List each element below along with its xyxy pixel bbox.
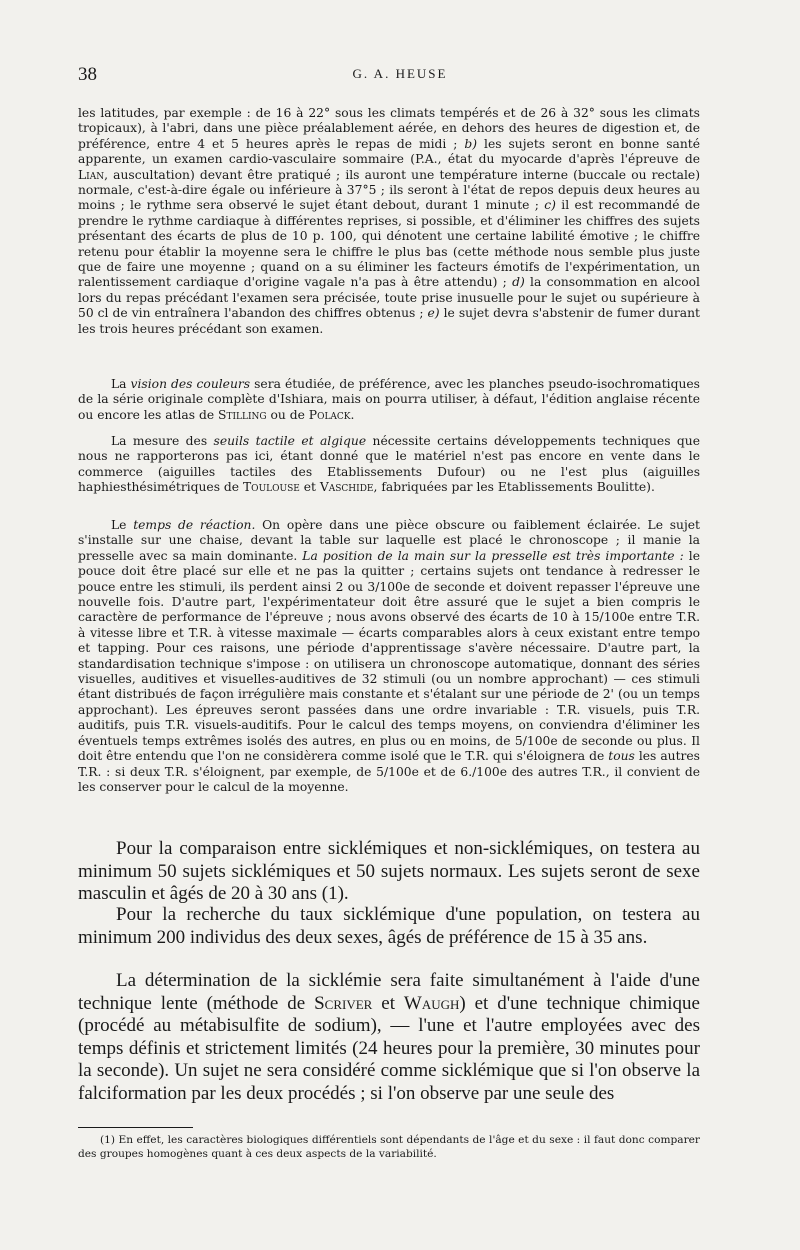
author-waugh: Waugh: [403, 992, 460, 1014]
author-scriver: Scriver: [314, 992, 373, 1014]
author-polack: Polack: [308, 407, 351, 422]
paragraph-conditions: [78, 106, 700, 337]
paragraph-thresholds: La mesure des seuils tactile et algique nécessite certains développements techniques que nous ne rapporterons pas ici, étant donné que le matériel n'est pas encore en vente dans le commerce (aiguilles tactiles des Etablissements Dufour) ou ne l'est plus (aiguilles haphiesthésimétriques de Toulouse et Vaschide, fabriquées par les Etablissements Boulitte).: [78, 434, 700, 495]
author-toulouse: Toulouse: [242, 480, 300, 495]
paragraph-population-rate: Pour la recherche du taux sicklémique d'une population, on testera au minimum 200 individus des deux sexes, âgés de préférence de 15 à 35 ans.: [78, 904, 700, 948]
footnote-rule: [78, 1127, 193, 1128]
page-number: 38: [78, 64, 97, 85]
author-lian: Lian: [78, 167, 105, 182]
paragraph-color-vision: La vision des couleurs sera étudiée, de préférence, avec les planches pseudo-isochromatiques de la série originale complète d'Ishiara, mais on pourra utiliser, à défaut, l'édition anglaise récente ou encore les atlas de Stilling ou de Polack.: [78, 377, 700, 422]
author-stilling: Stilling: [218, 407, 267, 422]
author-vaschide: Vaschide: [319, 480, 374, 495]
term-vision-couleurs: vision des couleurs: [130, 377, 251, 391]
footnote: (1) En effet, les caractères biologiques différentiels sont dépendants de l'âge et du sexe : il faut donc comparer des groupes homogènes quant à ces deux aspects de la variabilité.: [78, 1134, 700, 1160]
paragraph-comparison: Pour la comparaison entre sicklémiques et non-sicklémiques, on testera au minimum 50 sujets sicklémiques et 50 sujets normaux. Les sujets seront de sexe masculin et âgés de 20 à 30 ans (1).: [78, 838, 700, 904]
paragraph-reaction-time: Le temps de réaction. On opère dans une pièce obscure ou faiblement éclairée. Le sujet s'installe sur une chaise, devant la table sur laquelle est placé le chronoscope ; il manie la presselle avec sa main dominante. La position de la main sur la presselle est très importante : le pouce doit être placé sur elle et ne pas la quitter ; certains sujets ont tendance à redresser le pouce entre les stimuli, ils perdent ainsi 2 ou 3/100e de seconde et doivent repasser l'épreuve une nouvelle fois. D'autre part, l'expérimentateur doit être assuré que le sujet a bien compris le caractère de performance de l'épreuve ; nous avons observé des écarts de 10 à 15/100e entre T.R. à vitesse libre et T.R. à vitesse maximale — écarts comparables alors à ceux existant entre tempo et tapping. Pour ces raisons, une période d'apprentissage s'avère nécessaire. D'autre part, la standardisation technique s'impose : on utilisera un chronoscope automatique, donnant des séries visuelles, auditives et visuelles-auditives de 32 stimuli (ou un nombre approchant) — ces stimuli étant distribués de façon irrégulière mais constante et s'étalant sur une période de 2' (ou un temps approchant). Les épreuves seront passées dans une ordre invariable : T.R. visuels, puis T.R. auditifs, puis T.R. visuels-auditifs. Pour le calcul des temps moyens, on conviendra d'éliminer les éventuels temps extrêmes isolés des autres, en plus ou en moins, de 5/100e de seconde ou plus. Il doit être entendu que l'on ne considèrera comme isolé que le T.R. qui s'éloignera de tous les autres T.R. : si deux T.R. s'éloignent, par exemple, de 5/100e et de 6./100e des autres T.R., il convient de les conserver pour le calcul de la moyenne.: [78, 518, 700, 794]
running-head: G. A. HEUSE: [352, 66, 448, 81]
term-temps-reaction: temps de réaction.: [133, 518, 256, 532]
paragraph-sicklemia-determination: La détermination de la sicklémie sera faite simultanément à l'aide d'une technique lente (méthode de Scriver et Waugh) et d'une technique chimique (procédé au métabisulfite de sodium), — l'une et l'autre employées avec des temps définis et strictement limités (24 heures pour la première, 30 minutes pour la seconde). Un sujet ne sera considéré comme sicklémique que si l'on observe la falciformation par les deux procédés ; si l'on observe par une seule des: [78, 970, 700, 1104]
page-header: [78, 64, 722, 86]
paragraph-conditions-text: les latitudes, par exemple : de 16 à 22° sous les climats tempérés et de 26 à 32° sous les climats tropicaux), à l'abri, dans une pièce préalablement aérée, en dehors des heures de digestion et, de préférence, entre 4 et 5 heures après le repas de midi ; b) les sujets seront en bonne santé apparente, un examen cardio-vasculaire sommaire (P.A., état du myocarde d'après l'épreuve de Lian, auscultation) devant être pratiqué ; ils auront une température interne (buccale ou rectale) normale, c'est-à-dire égale ou inférieure à 37°5 ; ils seront à l'état de repos depuis deux heures au moins ; le rythme sera observé le sujet étant debout, durant 1 minute ; c) il est recommandé de prendre le rythme cardiaque à différentes reprises, si possible, et d'éliminer les chiffres des sujets présentant des écarts de plus de 10 p. 100, qui dénotent une certaine labilité émotive ; le chiffre retenu pour établir la moyenne sera le chiffre le plus bas (cette méthode nous semble plus juste que de faire une moyenne ; quand on a su éliminer les facteurs émotifs de l'expérimentation, un ralentissement cardiaque d'origine vagale n'a pas à être attendu) ; d) la consommation en alcool lors du repas précédant l'examen sera précisée, toute prise inusuelle pour le sujet ou supérieure à 50 cl de vin entraînera l'abandon des chiffres obtenus ; e) le sujet devra s'abstenir de fumer durant les trois heures précédant son examen.: [78, 106, 701, 336]
term-seuils: seuils tactile et algique: [213, 434, 367, 448]
